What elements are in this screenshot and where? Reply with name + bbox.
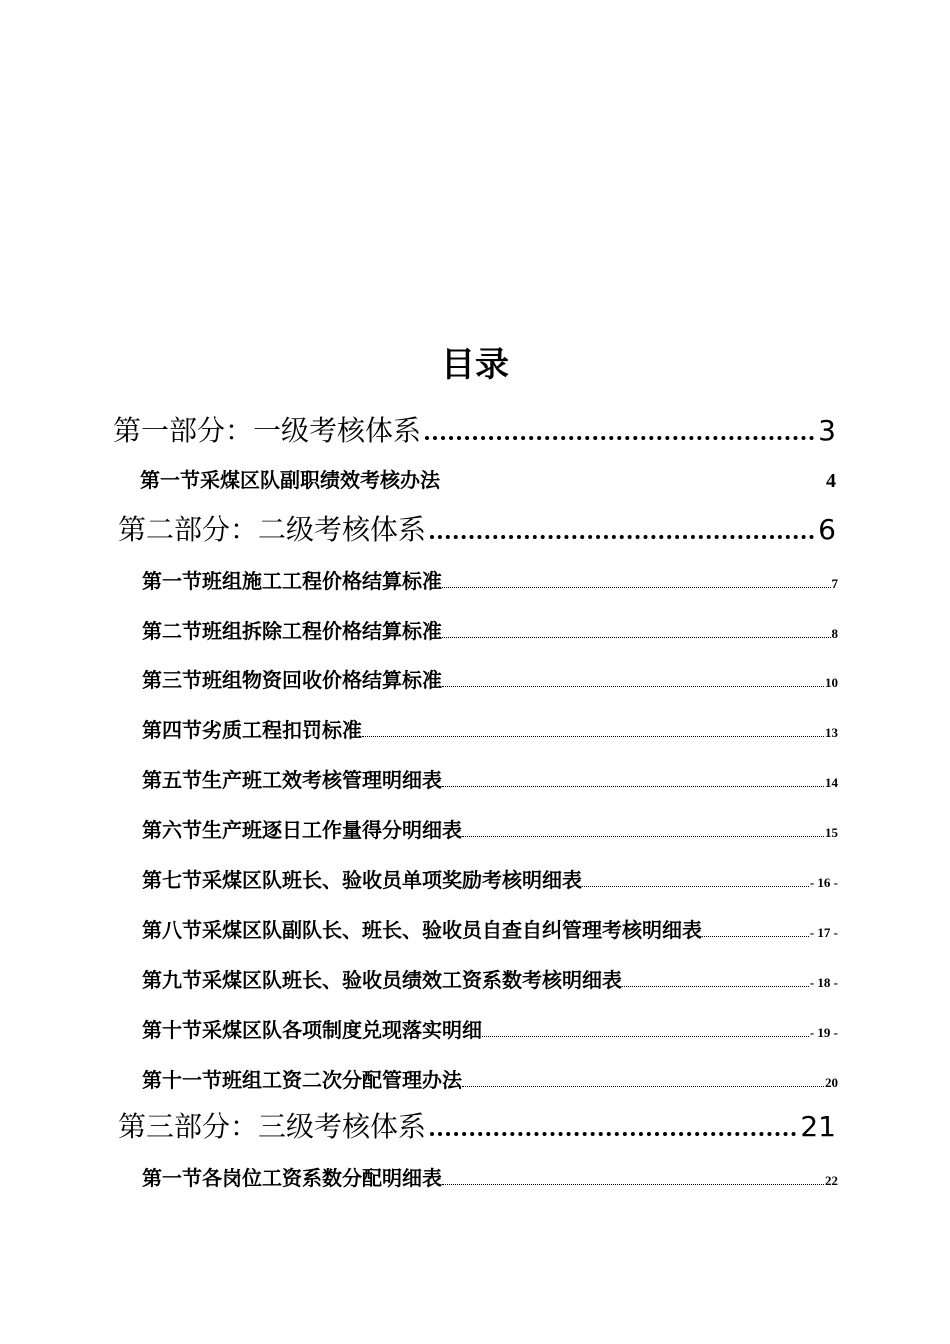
toc-page-number: 22 <box>825 1173 838 1188</box>
toc-page-number: 6 <box>818 513 836 546</box>
toc-section-title: 第一节采煤区队副职绩效考核办法 <box>140 468 440 492</box>
toc-page-number: 3 <box>818 414 836 447</box>
toc-section-title: 第三节班组物资回收价格结算标准 <box>142 668 442 692</box>
toc-section-title: 第十一节班组工资二次分配管理办法 <box>142 1068 462 1092</box>
dot-leader <box>442 786 824 787</box>
toc-page-number: - 18 - <box>809 975 838 990</box>
dot-leader <box>442 1184 824 1185</box>
toc-section-2-8[interactable] <box>142 914 838 943</box>
toc-section-title: 第六节生产班逐日工作量得分明细表 <box>142 818 462 842</box>
dot-leader <box>430 1132 796 1136</box>
toc-page-number: 21 <box>800 1110 836 1143</box>
toc-section-2-3[interactable] <box>142 664 838 693</box>
toc-section-2-11[interactable] <box>142 1064 838 1093</box>
toc-part-3[interactable] <box>118 1105 836 1145</box>
toc-page-number: - 19 - <box>809 1025 838 1040</box>
dot-leader <box>362 736 824 737</box>
toc-page-number: 8 <box>831 626 838 641</box>
toc-page-number: 20 <box>825 1075 838 1090</box>
toc-section-title: 第一节班组施工工程价格结算标准 <box>142 569 442 593</box>
dot-leader <box>702 936 809 937</box>
dot-leader <box>462 1086 824 1087</box>
toc-page-number: 13 <box>825 725 838 740</box>
toc-title: 目录 <box>441 345 509 385</box>
toc-section-title: 第一节各岗位工资系数分配明细表 <box>142 1166 442 1190</box>
dot-leader <box>442 686 824 687</box>
toc-part-1[interactable] <box>113 409 836 449</box>
toc-section-title: 第四节劣质工程扣罚标准 <box>142 718 362 742</box>
toc-page-number: 14 <box>825 775 838 790</box>
toc-section-title: 第五节生产班工效考核管理明细表 <box>142 768 442 792</box>
toc-page-number: 4 <box>826 470 836 492</box>
toc-section-2-9[interactable] <box>142 964 838 993</box>
toc-section-title: 第七节采煤区队班长、验收员单项奖励考核明细表 <box>142 868 582 892</box>
toc-part-title: 第三部分：三级考核体系 <box>118 1110 427 1143</box>
toc-page-number: 10 <box>825 675 838 690</box>
toc-section-title: 第八节采煤区队副队长、班长、验收员自查自纠管理考核明细表 <box>142 918 702 942</box>
toc-section-2-4[interactable] <box>142 714 838 743</box>
dot-leader <box>425 436 814 440</box>
dot-leader <box>582 886 809 887</box>
toc-section-2-10[interactable] <box>142 1014 838 1043</box>
toc-section-2-6[interactable] <box>142 814 838 843</box>
toc-page-number: 7 <box>831 576 838 591</box>
toc-part-title: 第二部分：二级考核体系 <box>118 513 427 546</box>
toc-part-2[interactable] <box>118 508 836 548</box>
toc-section-2-1[interactable] <box>142 565 838 594</box>
toc-section-title: 第十节采煤区队各项制度兑现落实明细 <box>142 1018 482 1042</box>
dot-leader <box>462 836 824 837</box>
toc-section-title: 第九节采煤区队班长、验收员绩效工资系数考核明细表 <box>142 968 622 992</box>
dot-leader <box>442 637 831 638</box>
toc-page-number: 15 <box>825 825 838 840</box>
toc-section-2-7[interactable] <box>142 864 838 893</box>
dot-leader <box>430 535 814 539</box>
dot-leader <box>442 587 831 588</box>
toc-page-number: - 16 - <box>809 875 838 890</box>
toc-section-3-1[interactable] <box>142 1162 838 1191</box>
toc-part-title: 第一部分：一级考核体系 <box>113 414 422 447</box>
dot-leader <box>482 1036 809 1037</box>
toc-page-number: - 17 - <box>809 925 838 940</box>
dot-leader <box>622 986 809 987</box>
toc-section-title: 第二节班组拆除工程价格结算标准 <box>142 619 442 643</box>
toc-section-2-2[interactable] <box>142 615 838 644</box>
toc-section-1-1[interactable] <box>140 464 836 493</box>
toc-section-2-5[interactable] <box>142 764 838 793</box>
